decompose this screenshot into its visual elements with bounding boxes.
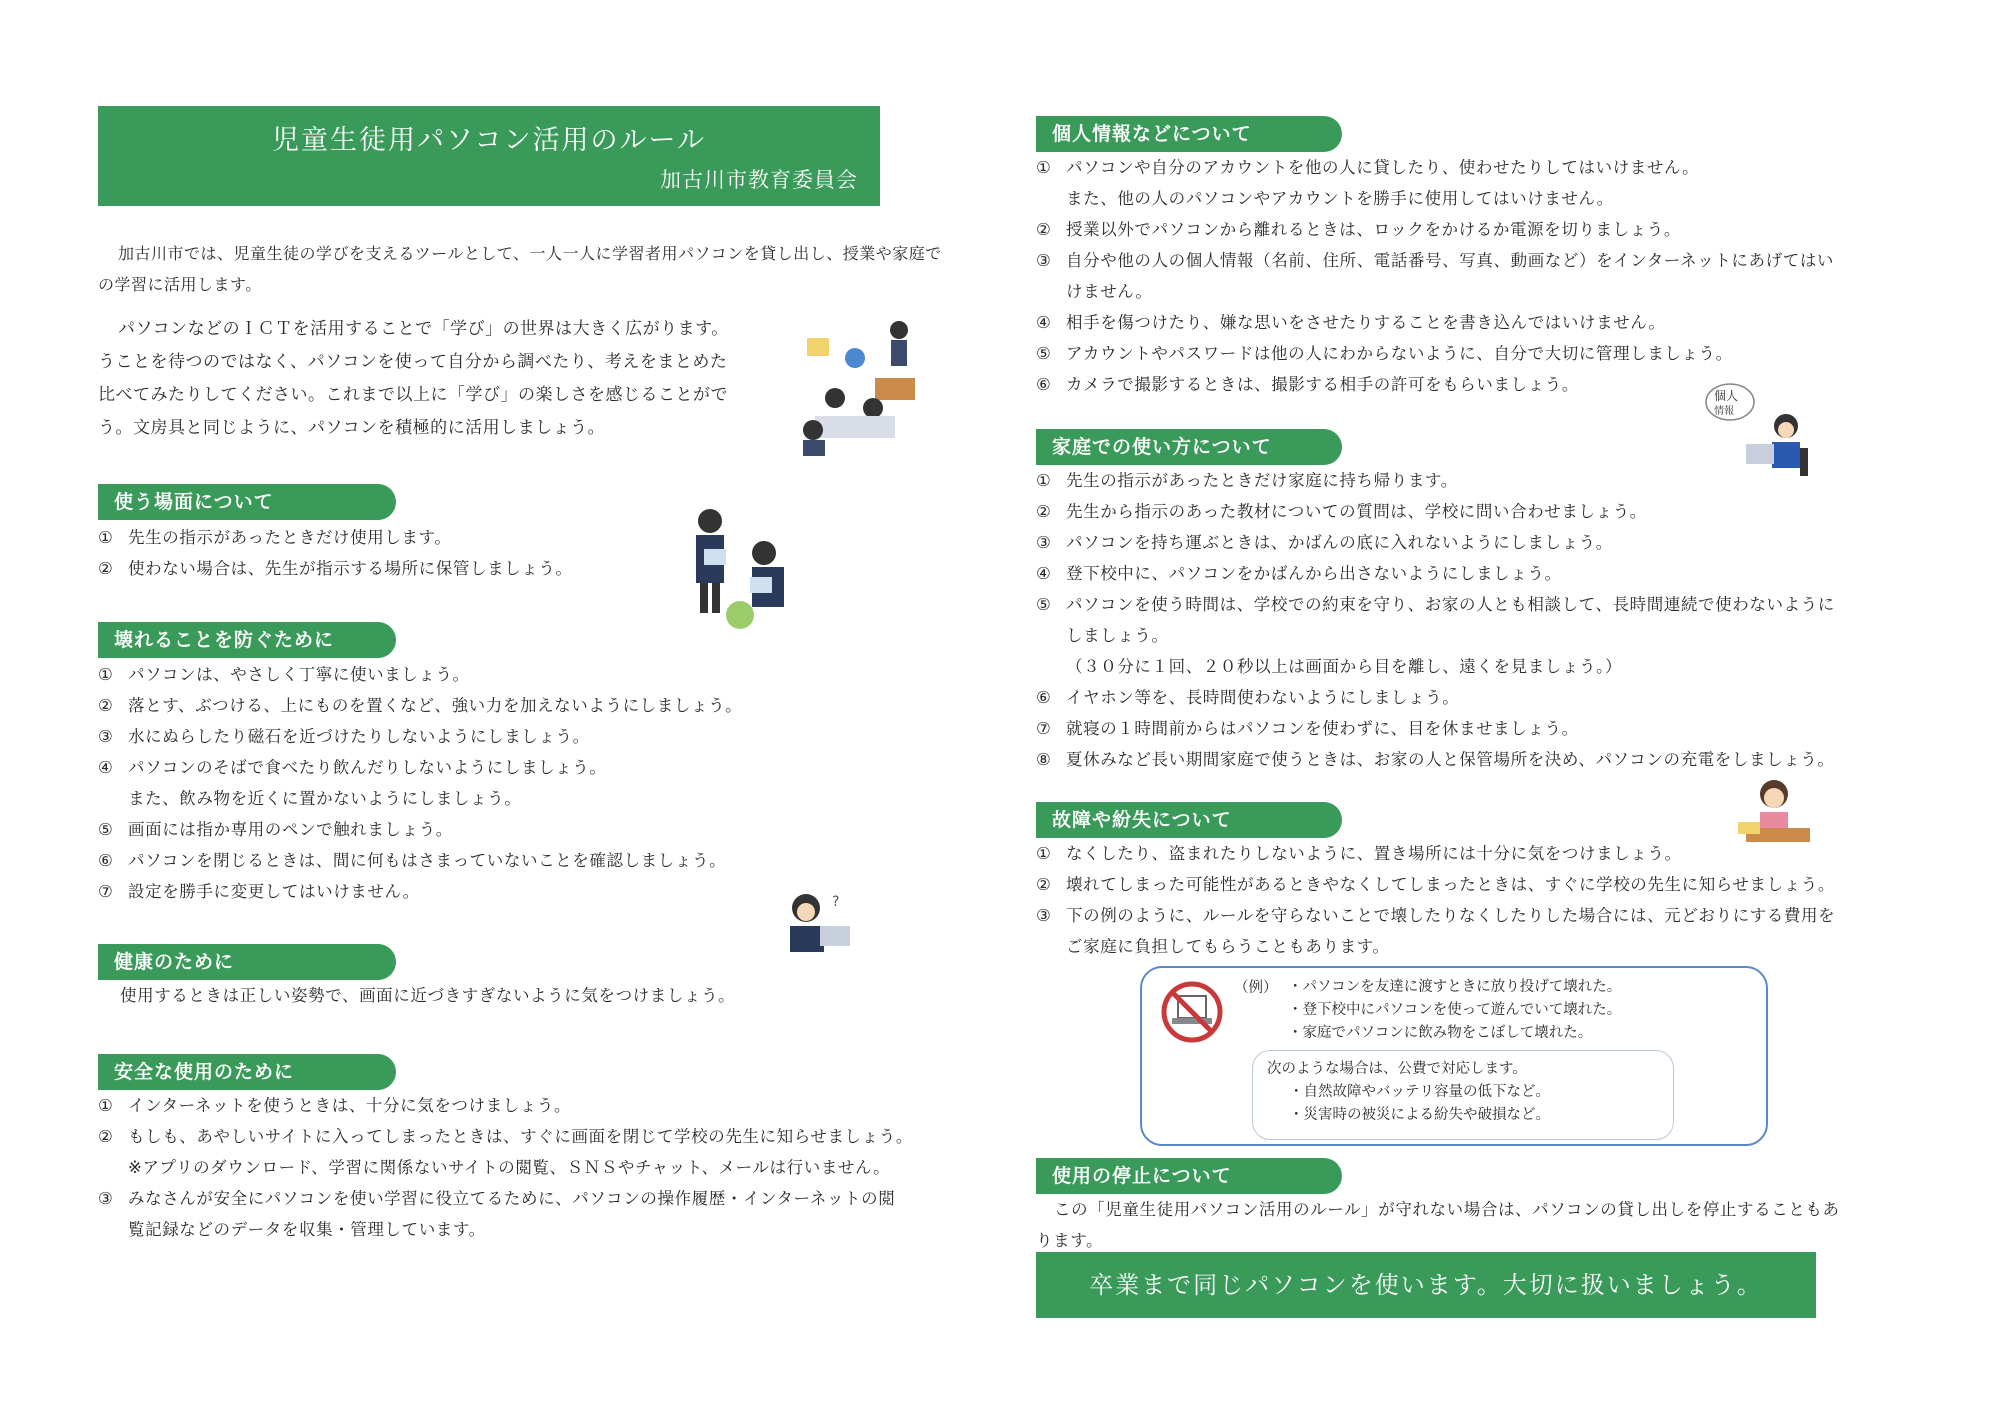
public-expense-heading: 次のような場合は、公費で対応します。 xyxy=(1267,1061,1527,1077)
svg-text:情報: 情報 xyxy=(1714,406,1734,417)
home-list xyxy=(1036,465,1835,775)
list-item: ④ パソコンのそばで食べたり飲んだりしないようにしましょう。 xyxy=(98,758,607,777)
list-item: ⑤ アカウントやパスワードは他の人にわからないように、自分で大切に管理しましょう。 xyxy=(1036,344,1733,363)
list-item: けません。 xyxy=(1066,282,1153,301)
example-label: （例） xyxy=(1234,980,1278,996)
students-illustration xyxy=(680,505,800,635)
list-item: ② 壊れてしまった可能性があるときやなくしてしまったときは、すぐに学校の先生に知らせましょう。 xyxy=(1036,875,1836,894)
example-box xyxy=(1140,966,1768,1146)
loss-list xyxy=(1036,838,1835,962)
list-item: ① なくしたり、盗まれたりしないように、置き場所には十分に気をつけましょう。 xyxy=(1036,844,1682,863)
usage-list xyxy=(98,522,573,584)
list-item: ③ 水にぬらしたり磁石を近づけたりしないようにしましょう。 xyxy=(98,727,590,746)
example-item: ・パソコンを友達に渡すときに放り投げて壊れた。 xyxy=(1288,979,1622,995)
section-usage-title: 使う場面について xyxy=(98,484,396,520)
student-at-laptop-illustration xyxy=(780,890,860,958)
list-item: ② 使わない場合は、先生が指示する場所に保管しましょう。 xyxy=(98,559,573,578)
list-item: ⑧ 夏休みなど長い期間家庭で使うときは、お家の人と保管場所を決め、パソコンの充電をしましょう。 xyxy=(1036,750,1835,769)
list-item: （３０分に１回、２０秒以上は画面から目を離し、遠くを見ましょう。） xyxy=(1066,657,1623,676)
list-item: ③ みなさんが安全にパソコンを使い学習に役立てるために、パソコンの操作履歴・インターネットの閲 xyxy=(98,1189,896,1208)
section-home-title: 家庭での使い方について xyxy=(1036,429,1342,465)
list-item: ③ 下の例のように、ルールを守らないことで壊したりなくしたりした場合には、元どおりにする費用を xyxy=(1036,906,1836,925)
list-item: ※アプリのダウンロード、学習に関係ないサイトの閲覧、ＳＮＳやチャット、メールは行いません。 xyxy=(128,1158,891,1177)
list-item: ④ 登下校中に、パソコンをかばんから出さないようにしましょう。 xyxy=(1036,564,1562,583)
section-health-title: 健康のために xyxy=(98,944,396,980)
title-banner xyxy=(98,106,880,206)
list-item: ⑦ 設定を勝手に変更してはいけません。 xyxy=(98,882,420,901)
prohibited-laptop-icon xyxy=(1156,976,1228,1048)
list-item: 覧記録などのデータを収集・管理しています。 xyxy=(128,1220,486,1239)
list-item: また、飲み物を近くに置かないようにしましょう。 xyxy=(128,789,522,808)
section-loss-title: 故障や紛失について xyxy=(1036,802,1342,838)
list-item: ③ 自分や他の人の個人情報（名前、住所、電話番号、写真、動画など）をインターネットにあげてはい xyxy=(1036,251,1835,270)
list-item: ③ パソコンを持ち運ぶときは、かばんの底に入れないようにしましょう。 xyxy=(1036,533,1613,552)
list-item: ① 先生の指示があったときだけ使用します。 xyxy=(98,528,452,547)
list-item: ⑥ パソコンを閉じるときは、間に何もはさまっていないことを確認しましょう。 xyxy=(98,851,727,870)
svg-text:?: ? xyxy=(832,894,840,910)
intro-paragraph-2: パソコンなどのＩＣＴを活用することで「学び」の世界は大きく広がります。 うことを待つのではなく、パソコンを使って自分から調べたり、考えをまとめた 比べてみたりしてください。これまで以上に「学び」の楽しさを感じることがで う。文房具と同じように、パソコンを積極的に活用しましょう。 xyxy=(98,319,729,438)
list-item: ② 授業以外でパソコンから離れるときは、ロックをかけるか電源を切りましょう。 xyxy=(1036,220,1681,239)
list-item: しましょう。 xyxy=(1066,626,1169,645)
health-text: 使用するときは正しい姿勢で、画面に近づきすぎないように気をつけましょう。 xyxy=(120,986,736,1005)
list-item: ⑤ 画面には指か専用のペンで触れましょう。 xyxy=(98,820,453,839)
list-item: ご家庭に負担してもらうこともあります。 xyxy=(1066,937,1390,956)
issuer: 加古川市教育委員会 xyxy=(660,168,858,192)
section-privacy-title: 個人情報などについて xyxy=(1036,116,1342,152)
safety-list xyxy=(98,1090,913,1245)
classroom-illustration xyxy=(795,318,925,458)
list-item: ① インターネットを使うときは、十分に気をつけましょう。 xyxy=(98,1096,572,1115)
privacy-badge-text: 個人 xyxy=(1714,389,1739,403)
public-expense-list xyxy=(1289,1081,1550,1127)
section-stop-title: 使用の停止について xyxy=(1036,1158,1342,1194)
list-item: ① パソコンは、やさしく丁寧に使いましょう。 xyxy=(98,665,470,684)
list-item: ① パソコンや自分のアカウントを他の人に貸したり、使わせたりしてはいけません。 xyxy=(1036,158,1700,177)
privacy-list xyxy=(1036,152,1834,400)
example-item: ・家庭でパソコンに飲み物をこぼして壊れた。 xyxy=(1288,1025,1593,1041)
list-item: ⑥ イヤホン等を、長時間使わないようにしましょう。 xyxy=(1036,688,1460,707)
list-item: ② 先生から指示のあった教材についての質問は、学校に問い合わせましょう。 xyxy=(1036,502,1647,521)
page-title: 児童生徒用パソコン活用のルール xyxy=(272,125,706,156)
list-item: ⑥ カメラで撮影するときは、撮影する相手の許可をもらいましょう。 xyxy=(1036,375,1579,394)
stop-text: この「児童生徒用パソコン活用のルール」が守れない場合は、パソコンの貸し出しを停止することもあ ります。 xyxy=(1036,1200,1840,1250)
list-item: ② もしも、あやしいサイトに入ってしまったときは、すぐに画面を閉じて学校の先生に知らせましょう。 xyxy=(98,1127,913,1146)
footer-banner: 卒業まで同じパソコンを使います。大切に扱いましょう。 xyxy=(1036,1252,1816,1318)
example-item: ・登下校中にパソコンを使って遊んでいて壊れた。 xyxy=(1288,1002,1622,1018)
public-expense-box xyxy=(1252,1050,1674,1140)
intro-paragraph-1: 加古川市では、児童生徒の学びを支えるツールとして、一人一人に学習者用パソコンを貸し出し、授業や家庭で の学習に活用します。 xyxy=(98,244,942,294)
list-item: ① 先生の指示があったときだけ家庭に持ち帰ります。 xyxy=(1036,471,1458,490)
public-expense-item: ・災害時の被災による紛失や破損など。 xyxy=(1289,1107,1550,1123)
list-item: また、他の人のパソコンやアカウントを勝手に使用してはいけません。 xyxy=(1066,189,1614,208)
list-item: ④ 相手を傷つけたり、嫌な思いをさせたりすることを書き込んではいけません。 xyxy=(1036,313,1666,332)
list-item: ⑦ 就寝の１時間前からはパソコンを使わずに、目を休ませましょう。 xyxy=(1036,719,1579,738)
section-safety-title: 安全な使用のために xyxy=(98,1054,396,1090)
prevent-list xyxy=(98,659,742,907)
list-item: ⑤ パソコンを使う時間は、学校での約束を守り、お家の人とも相談して、長時間連続で使わないように xyxy=(1036,595,1835,614)
public-expense-item: ・自然故障やバッテリ容量の低下など。 xyxy=(1289,1084,1550,1100)
section-prevent-title: 壊れることを防ぐために xyxy=(98,622,396,658)
list-item: ② 落とす、ぶつける、上にものを置くなど、強い力を加えないようにしましょう。 xyxy=(98,696,743,715)
example-list xyxy=(1288,976,1621,1045)
